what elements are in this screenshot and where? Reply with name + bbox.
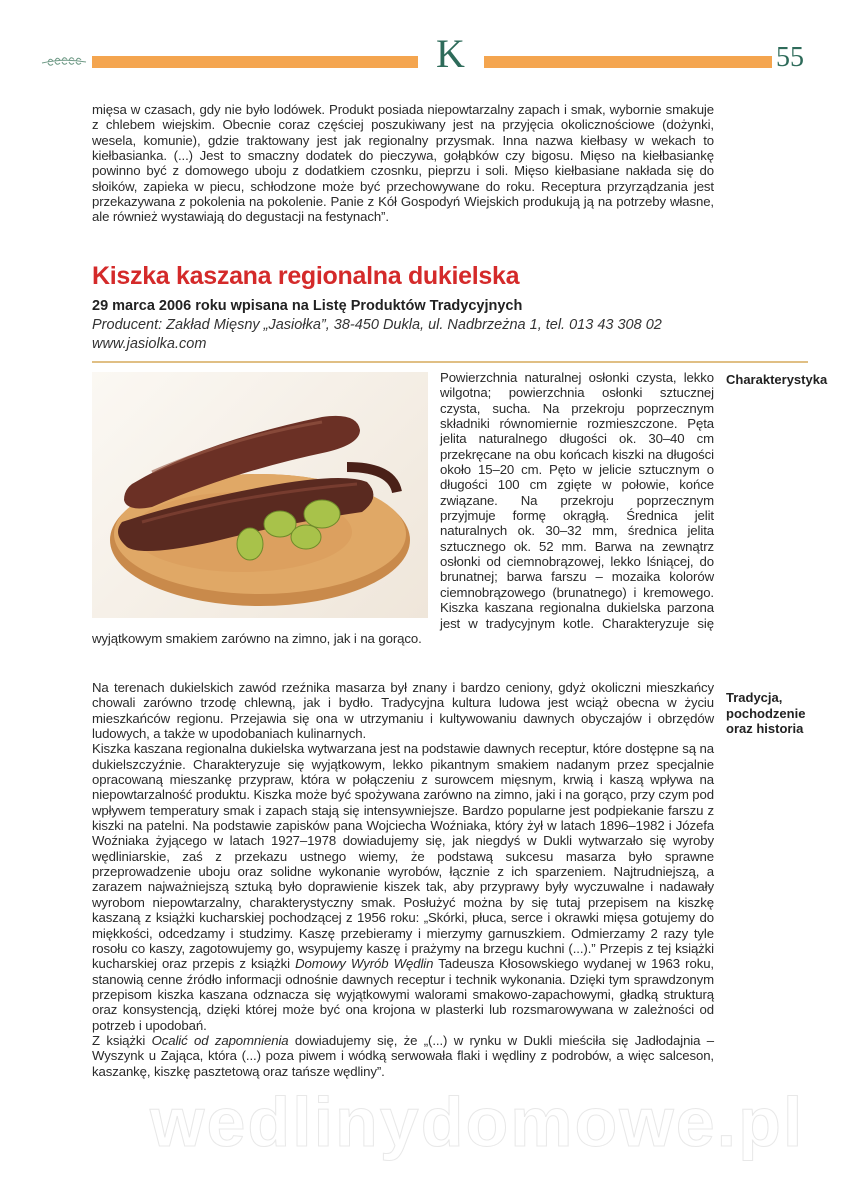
history-text: dowiadujemy się, że „(...) w rynku w Dukli mieściła się Jadłodajnia – Wyszynk u Zająca, która (...) poza piwem i wódką serwowała flaki i wędliny z podrobów, a więc salceson, kaszankę, kiszkę pasztetową oraz tańsze wędliny”. — [92, 1032, 714, 1079]
characteristics-section — [92, 370, 714, 646]
website-link[interactable]: www.jasiolka.com — [92, 336, 207, 352]
divider — [92, 361, 808, 363]
history-text: Tadeusza Kłosowskiego wydanej w 1963 roku, stanowią cenne źródło informacji odnośnie dawnych receptur i technik wykonania. Dzięki tym sprawdzonym przepisom kiszka kaszana odznacza się wyjątkowymi walorami smakowo-zapachowymi, gładką strukturą oraz konsystencją, dzięki której może być ona krojona w plasterki lub rozsmarowywana w zależności od potrzeb i upodobań. — [92, 956, 714, 1033]
registration-line: 29 marca 2006 roku wpisana na Listę Produktów Tradycyjnych — [92, 298, 523, 314]
history-text: Kiszka kaszana regionalna dukielska wytwarzana jest na podstawie dawnych receptur, które dostępne są na dukielszczyźnie. Charakteryzuje się wyjątkowym, lekko pikantnym smakiem nadanym przez specjalnie opracowaną mieszankę przypraw, która w połączeniu z surowcem mięsnym, krwią i kaszą wpływa na niepowtarzalność produktu. Kiszka może być spożywana zarówno na zimno, jaki i na gorąco, przy czym pod wpływem temperatury smak i zapach stają się intensywniejsze. Bardzo popularne jest podpiekanie farszu z kiszki na patelni. Na podstawie zapisków pana Wojciecha Woźniaka, który żył w latach 1896–1982 i Józefa Woźniaka żyjącego w latach 1927–1978 dowiadujemy się, jak niegdyś w Dukli wytwarzało się wyroby wędliniarskie, zaś z przekazu ustnego wiemy, że podstawą sukcesu masarza było sprawne przeprowadzenie uboju oraz solidne wykonanie wyrobów, łącznie z ich sparzeniem. Najtrudniejszą, a zarazem najważniejszą sztuką było doprawienie kiszek tak, aby przyprawy były wyczuwalne i nadawały wyrobom niepowtarzalny, charakterystyczny smak. Posłużyć można by się tutaj przepisem na kiszkę kaszaną z książki kucharskiej pochodzącej z 1956 roku: „Skórki, płuca, serce i okrawki mięsa gotujemy do miękkości, odcedzamy i studzimy. Kaszę przebieramy i mierzymy garnuszkiem. Odmierzamy 2 razy tyle rosołu co kaszy, zagotowujemy go, wsypujemy kaszę i prażymy na brzegu kuchni (...).” Przepis z tej książki kucharskiej oraz przepis z książki — [92, 741, 714, 972]
product-photo — [92, 372, 428, 618]
section-letter: K — [436, 31, 465, 76]
book-title: Ocalić od zapomnienia — [151, 1032, 289, 1048]
fern-ornament-icon — [40, 54, 88, 68]
history-paragraph-1: Na terenach dukielskich zawód rzeźnika masarza był znany i bardzo ceniony, gdyż okoliczni mieszkańcy chowali zarówno trzodę chlewną, jak i bydło. Tradycyjna kultura ludowa jest wciąż obecna w życiu mieszkańców regionu. Przejawia się ona w utrzymaniu i kultywowaniu dawnych obyczajów i obrzędów ludowych, a także w upodobaniach kulinarnych. — [92, 680, 714, 742]
history-paragraph-2 — [92, 741, 714, 1033]
producer-line: Producent: Zakład Mięsny „Jasiołka”, 38-450 Dukla, ul. Nadbrzeżna 1, tel. 013 43 308 02 — [92, 317, 662, 333]
header-bar-right — [484, 56, 772, 68]
header-bar-left — [92, 56, 418, 68]
sausage-illustration — [92, 372, 428, 618]
watermark: wedlinydomowe.pl — [150, 1083, 805, 1161]
history-label: Tradycja, pochodzenie oraz historia — [726, 690, 806, 736]
page-number: 55 — [776, 42, 804, 73]
book-title: Domowy Wyrób Wędlin — [295, 956, 434, 972]
history-section — [92, 680, 714, 1079]
article-title: Kiszka kaszana regionalna dukielska — [92, 262, 520, 290]
history-text: Z książki — [92, 1032, 152, 1048]
characteristics-label: Charakterystyka — [726, 372, 828, 387]
history-paragraph-3 — [92, 1033, 714, 1079]
characteristics-text: Powierzchnia naturalnej osłonki czysta, lekko wilgotna; powierzchnia osłonki sztucznej czysta, sucha. Na przekroju poprzecznym składniki równomiernie rozmieszczone. Pęta jelita naturalnego długości ok. 30–40 cm przekręcane na obu końcach kiszki na długości około 15–20 cm. Pęto w jelicie sztucznym o długości 100 cm zgięte w połowie, końce związane. Na przekroju poprzecznym przyjmuje formę okrągłą. Średnica jelit naturalnych ok. 30–32 mm, średnica jelita sztucznego ok. 52 mm. Barwa na zewnątrz osłonki od ciemnobrązowej, lekko lśniącej, do brunatnej; barwa farszu – mozaika kolorów ciemnobrązowego (brunatnego) i kremowego. Kiszka kaszana regionalna dukielska parzona jest w tradycyjnym kotle. Charakteryzuje się wyjątkowym smakiem zarówno na zimno, jak i na gorąco. — [92, 370, 714, 646]
intro-paragraph: mięsa w czasach, gdy nie było lodówek. Produkt posiada niepowtarzalny zapach i smak, wybornie smakuje z chlebem wiejskim. Obecnie coraz częściej poszukiwany jest na przyjęcia okolicznościowe (dożynki, wesela, komunie), gdzie traktowany jest jak regionalny przysmak. Inna nazwa kiełbasy w wekach to kiełbasianka. (...) Jest to smaczny dodatek do pieczywa, gołąbków czy bigosu. Mięso na kiełbasiankę powinno być z domowego uboju z dodatkiem czosnku, pieprzu i soli. Mięso kiełbasiane nakłada się do słoików, zapieka w piecu, schłodzone może być przechowywane do roku. Receptura przyrządzania jest przekazywana z pokolenia na pokolenie. Panie z Kół Gospodyń Wiejskich produkują ją na potrzeby własne, ale również wystawiają do degustacji na festynach”. — [92, 102, 714, 225]
